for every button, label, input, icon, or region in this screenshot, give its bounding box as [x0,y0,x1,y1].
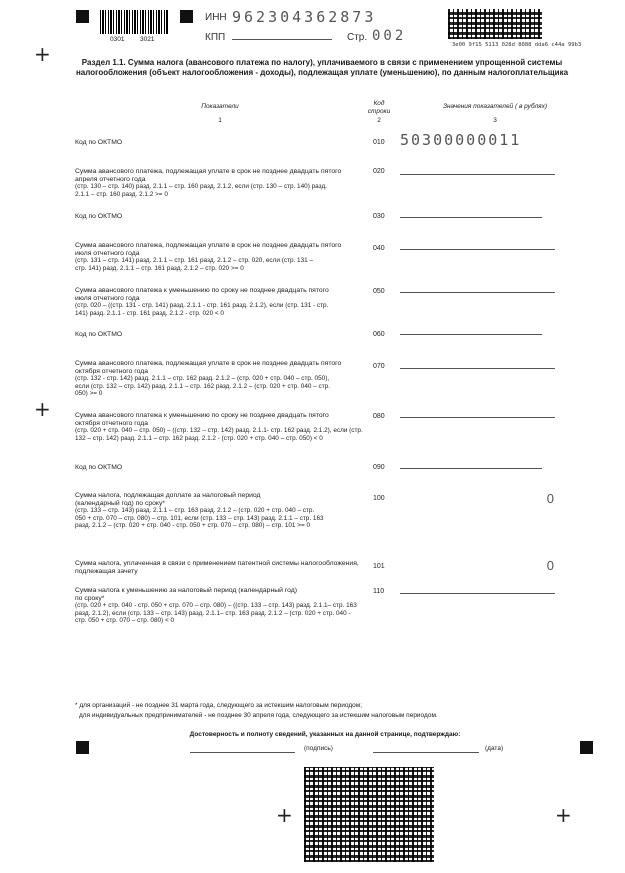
date-label: (дата) [485,745,504,752]
col-header-values: Значения показателей ( в рублях) [442,103,548,110]
crosshair-mark: + [34,42,51,66]
value-field-line[interactable] [400,593,555,594]
registration-square [76,741,89,754]
signature-line[interactable] [190,752,295,753]
row-label: Сумма авансового платежа, подлежащая уплате в срок не позднее двадцать пятого апреля отчетного года [75,168,342,183]
inn-value: 962304362873 [232,8,377,26]
oktmo-field-line[interactable] [400,334,542,335]
value-field-line[interactable] [400,368,555,369]
line-code: 070 [373,363,385,370]
row-label: Сумма авансового платежа, подлежащая уплате в срок не позднее двадцать пятого октября отчетного года [75,360,342,375]
line-code: 040 [373,245,385,252]
table-row [75,168,555,198]
value-field-line[interactable] [400,249,555,250]
row-formula: (стр. 133 – стр. 143) разд. 2.1.1 – стр. 163 разд. 2.1.2 – (стр. 020 + стр. 040 – стр. 050 + стр. 070 – стр. 080) – стр. 101, если (стр. 133 – стр. 143) разд. 2.1.1 – стр. 163 разд. 2.1.2 – (стр. 020 + стр. 040 - стр. 050 + стр. 070 – стр. 080) – стр. 101 >= 0 [75,507,324,530]
registration-square [580,741,593,754]
row-formula: (стр. 132 - стр. 142) разд. 2.1.1 – стр. 162 разд. 2.1.2 – (стр. 020 + стр. 040 – стр. 050), если (стр. 132 – стр. 142) разд. 2.1.1 – стр. 162 разд. 2.1.2 – (стр. 020 + стр. 040 – стр. 050) >= 0 [75,375,331,398]
barcode-digits-1: 0301 [110,36,125,43]
row-formula: (стр. 020 – ((стр. 131 - стр. 141) разд. 2.1.1 - стр. 161 разд. 2.1.2), если (стр. 131 - стр. 141) разд. 2.1.1 - стр. 161 разд. 2.1.2 - стр. 020 < 0 [75,302,329,317]
row-formula: (стр. 020 + стр. 040 - стр. 050 + стр. 070 – стр. 080) – ((стр. 133 – стр. 143) разд. 2.1.1– стр. 163 разд. 2.1.2), если (стр. 133 – стр. 143) разд. 2.1.1– стр. 163 разд. 2.1.2 – (стр. 020 + стр. 040 - стр. 050 + стр. 070 – стр. 080) < 0 [75,602,357,625]
registration-square [180,10,193,23]
oktmo-field-line[interactable] [400,217,542,218]
col-header-indicators: Показатели [201,103,239,110]
value-field-line[interactable] [400,292,555,293]
table-row [75,242,555,272]
footnote-line-1: * для организаций - не позднее 31 марта года, следующего за истекшим налоговым периодом; [75,702,363,709]
bottom-datamatrix-barcode [304,767,434,862]
table-row [75,360,555,398]
line-code: 100 [373,495,385,502]
barcode-digits-2: 3021 [140,36,155,43]
pdf417-barcode [448,9,542,39]
oktmo-value-field[interactable]: 50300000011 [400,131,522,149]
row-formula: (стр. 020 + стр. 040 – стр. 050) – ((стр. 132 – стр. 142) разд. 2.1.1- стр. 162 разд. 2.1.2), если (стр. 132 – стр. 142) разд. 2.1.1 – стр. 162 разд. 2.1.2 - (стр. 020 + стр. 040 – стр. 050) < 0 [75,427,363,442]
crosshair-mark: + [555,803,572,827]
line-code: 060 [373,331,385,338]
row-label: Код по ОКТМО [75,464,123,471]
crosshair-mark: + [34,397,51,421]
col-header-indicators-num: 1 [218,117,222,124]
line-code: 020 [373,168,385,175]
line-code: 080 [373,413,385,420]
line-code: 110 [373,588,385,595]
row-label: Код по ОКТМО [75,331,123,338]
inn-label: ИНН [205,12,227,23]
col-header-line-code-num: 2 [377,117,381,124]
crosshair-mark: + [276,803,293,827]
registration-square [76,10,89,23]
row-label: Код по ОКТМО [75,213,123,220]
signature-label: (подпись) [304,745,333,752]
page-label: Стр. [347,32,368,43]
row-label: Сумма авансового платежа к уменьшению по сроку не позднее двадцать пятого июля отчетного года [75,287,329,302]
date-line[interactable] [373,752,479,753]
tax-due-value[interactable]: 0 [546,491,554,506]
value-field-line[interactable] [400,174,555,175]
page-number: 002 [372,28,407,44]
barcode-caption: 3e00 9f15 5113 028d 8088 dda6 c44a 99b3 [452,42,582,48]
oktmo-field-line[interactable] [400,468,542,469]
certification-title: Достоверность и полноту сведений, указанных на данной странице, подтверждаю: [189,731,461,738]
kpp-label: КПП [205,32,226,43]
line-code: 050 [373,288,385,295]
col-header-line-code: Код строки [367,100,391,115]
kpp-field-line [232,39,332,40]
value-field-line[interactable] [400,417,555,418]
footnote-line-2: для индивидуальных предпринимателей - не позднее 30 апреля года, следующего за истекшим налоговым периодом. [79,712,438,719]
section-title: Раздел 1.1. Сумма налога (авансового платежа по налогу), уплачиваемого в связи с применением упрощенной системы налогообложения (объект налогообложения - доходы), подлежащая уплате (уменьшению), по данным налогоплательщика [75,58,569,77]
row-label: Сумма авансового платежа к уменьшению по сроку не позднее двадцать пятого октября отчетного года [75,412,329,427]
row-label: Сумма налога, подлежащая доплате за налоговый период (календарный год) по сроку* [75,492,261,507]
row-formula: (стр. 130 – стр. 140) разд. 2.1.1 – стр. 160 разд. 2.1.2, если (стр. 130 – стр. 140) разд. 2.1.1 – стр. 160 разд. 2.1.2 >= 0 [75,183,327,198]
line-code: 101 [373,563,385,570]
line-code: 030 [373,213,385,220]
row-label: Сумма налога, уплаченная в связи с применением патентной системы налогообложения, подлежащая зачету [75,560,359,575]
row-label: Код по ОКТМО [75,139,123,146]
row-label: Сумма налога к уменьшению за налоговый период (календарный год) по сроку* [75,587,297,602]
patent-tax-value[interactable]: 0 [546,558,554,573]
line-code: 090 [373,464,385,471]
row-formula: (стр. 131 – стр. 141) разд. 2.1.1 – стр. 161 разд. 2.1.2 – стр. 020, если (стр. 131 – стр. 141) разд. 2.1.1 – стр. 161 разд. 2.1.2 – стр. 020 >= 0 [75,257,314,272]
col-header-values-num: 3 [493,117,497,124]
page-barcode [100,10,168,34]
line-code: 010 [373,139,385,146]
row-label: Сумма авансового платежа, подлежащая уплате в срок не позднее двадцать пятого июля отчетного года [75,242,342,257]
